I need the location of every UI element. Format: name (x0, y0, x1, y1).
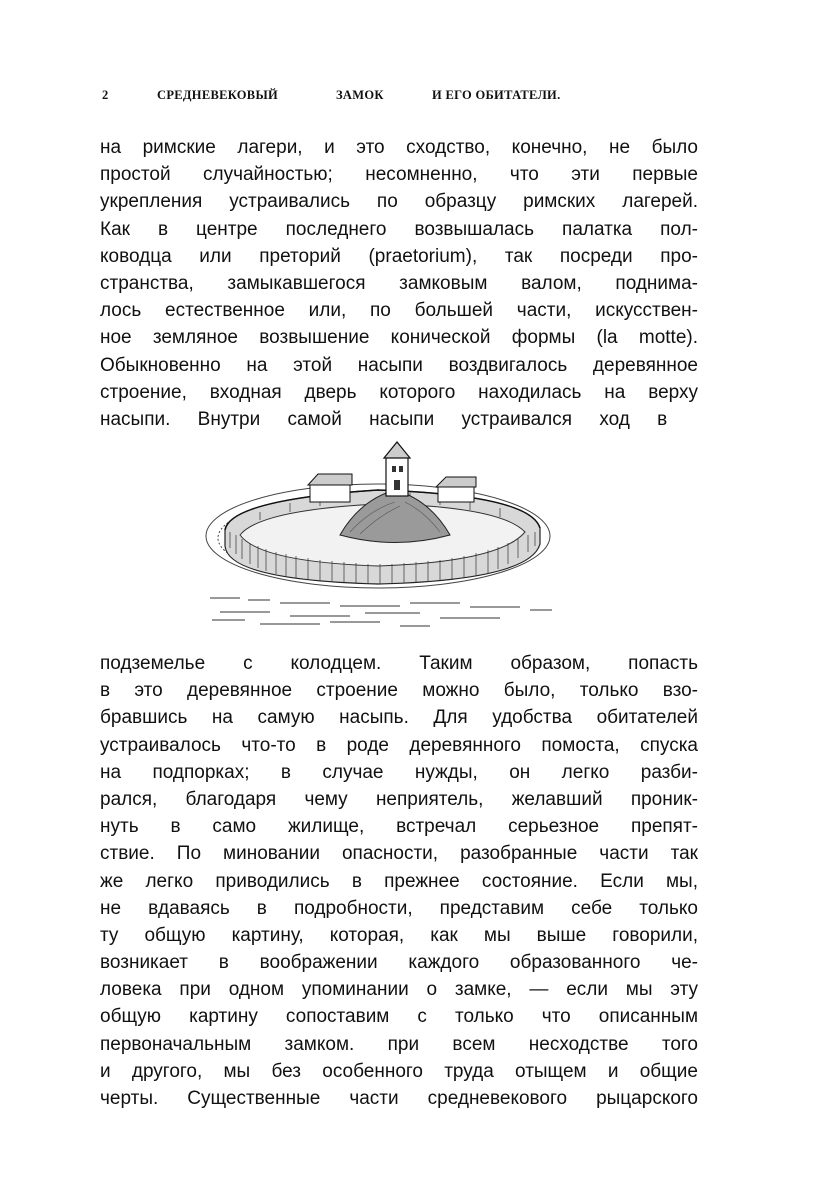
text-line: странства, замыкавшегося замковым валом, поднима- (100, 272, 698, 294)
motte-castle-illustration (200, 440, 572, 640)
text-line: ловека при одном упоминании о замке, — если мы эту (100, 979, 698, 1001)
text-line: бравшись на самую насыпь. Для удобства обитателей (100, 707, 698, 729)
text-line: черты. Существенные части средневекового рыцарского (100, 1088, 698, 1109)
text-line: же легко приводились в прежнее состояние. Если мы, (100, 870, 698, 892)
header-title-word-3: И ЕГО ОБИТАТЕЛИ. (432, 88, 561, 102)
text-line: ствие. По миновании опасности, разобранные части так (100, 843, 698, 865)
text-line: укрепления устраивались по образцу римских лагерей. (100, 191, 698, 213)
header-title-word-1: СРЕДНЕВЕКОВЫЙ (157, 88, 279, 102)
text-line: не вдаваясь в подробности, представим себе только (100, 897, 698, 919)
text-line: и другого, мы без особенного труда отыщем и общие (100, 1060, 698, 1082)
text-line: первоначальным замком. при всем несходстве того (100, 1033, 698, 1055)
text-line: устраивалось что-то в роде деревянного помоста, спуска (100, 734, 698, 756)
text-line: подземелье с колодцем. Таким образом, попасть (100, 653, 698, 674)
wooden-tower (384, 442, 410, 496)
header-title-word-2: ЗАМОК (336, 88, 384, 102)
text-line: ное земляное возвышение конической формы (la motte). (100, 327, 698, 349)
paragraph-bottom (100, 650, 698, 1112)
text-line: простой случайностью; несомненно, что эти первые (100, 164, 698, 186)
text-line: ту общую картину, которая, как мы выше говорили, (100, 924, 698, 946)
text-line: нуть в само жилище, встречал серьезное препят- (100, 816, 698, 838)
page-number: 2 (102, 88, 109, 102)
text-line: общую картину сопоставим с только что описанным (100, 1006, 698, 1028)
text-line: лось естественное или, по большей части, искусствен- (100, 300, 698, 322)
paragraph-top (100, 134, 698, 433)
text-line: строение, входная дверь которого находилась на верху (100, 381, 698, 403)
ground-hatching (210, 598, 552, 626)
text-line: в это деревянное строение можно было, только взо- (100, 680, 698, 702)
text-line: Обыкновенно на этой насыпи воздвигалось деревянное (100, 354, 698, 376)
text-line: возникает в воображении каждого образованного че- (100, 952, 698, 974)
outbuilding-right (436, 477, 476, 502)
text-line: ководца или преторий (praetorium), так посреди про- (100, 245, 698, 267)
text-line: на подпорках; в случае нужды, он легко разби- (100, 761, 698, 783)
running-header (102, 88, 702, 110)
text-line: насыпи. Внутри самой насыпи устраивался ход в (100, 408, 668, 430)
text-line: Как в центре последнего возвышалась палатка пол- (100, 218, 698, 240)
text-line: на римские лагери, и это сходство, конечно, не было (100, 137, 698, 158)
outbuilding-left (308, 474, 352, 502)
text-line: рался, благодаря чему неприятель, желавший проник- (100, 788, 698, 810)
